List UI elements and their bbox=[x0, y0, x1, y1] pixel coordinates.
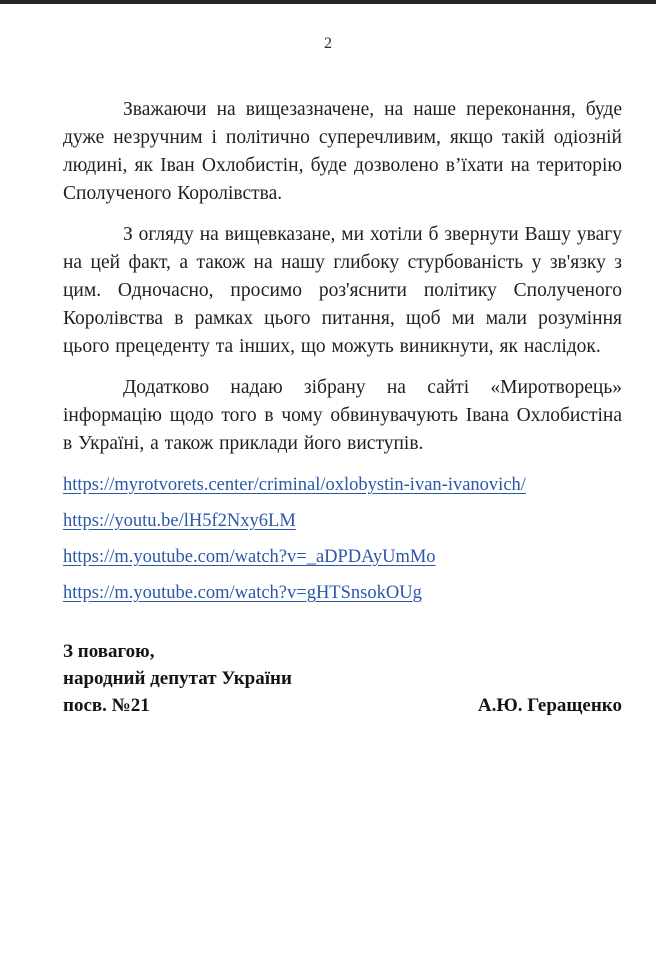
signature-title: народний депутат України bbox=[63, 668, 292, 689]
signature-section bbox=[63, 638, 622, 719]
youtube-watch-link-2[interactable]: https://m.youtube.com/watch?v=gHTSnsokOUg bbox=[63, 583, 422, 603]
letter-body bbox=[63, 96, 622, 719]
scan-edge-bar bbox=[0, 0, 656, 4]
signature-name: А.Ю. Геращенко bbox=[477, 695, 622, 716]
signature-row bbox=[63, 692, 622, 719]
link-row bbox=[63, 579, 622, 608]
youtube-watch-link-1[interactable]: https://m.youtube.com/watch?v=_aDPDAyUmMo bbox=[63, 547, 436, 567]
signature-credential: посв. №21 bbox=[63, 695, 150, 716]
link-row bbox=[63, 507, 622, 536]
paragraph-request: З огляду на вищевказане, ми хотіли б звернути Вашу увагу на цей факт, а також на нашу глибоку стурбованість у зв'язку з цим. Одночасно, просимо роз'яснити політику Сполученого Королівства в рамках цього питання, щоб ми мали розуміння цього прецеденту та інших, що можуть виникнути, як наслідок. bbox=[63, 224, 622, 357]
signature-closing: З повагою, bbox=[63, 641, 155, 662]
paragraph-conclusion: Зважаючи на вищезазначене, на наше переконання, буде дуже незручним і політично суперечливим, якщо такій одіозній людині, як Іван Охлобистін, буде дозволено в’їхати на територію Сполученого Королівства. bbox=[63, 99, 622, 204]
link-row bbox=[63, 543, 622, 572]
links-section bbox=[63, 471, 622, 608]
youtube-short-link[interactable]: https://youtu.be/lH5f2Nxy6LM bbox=[63, 511, 296, 531]
paragraph-attachments: Додатково надаю зібрану на сайті «Миротворець» інформацію щодо того в чому обвинувачують Івана Охлобистіна в Україні, а також приклади його виступів. bbox=[63, 377, 622, 454]
page-number: 2 bbox=[324, 35, 332, 52]
myrotvorets-link[interactable]: https://myrotvorets.center/criminal/oxlobystin-ivan-ivanovich/ bbox=[63, 475, 526, 495]
paragraphs-section bbox=[63, 96, 622, 458]
link-row bbox=[63, 471, 622, 500]
